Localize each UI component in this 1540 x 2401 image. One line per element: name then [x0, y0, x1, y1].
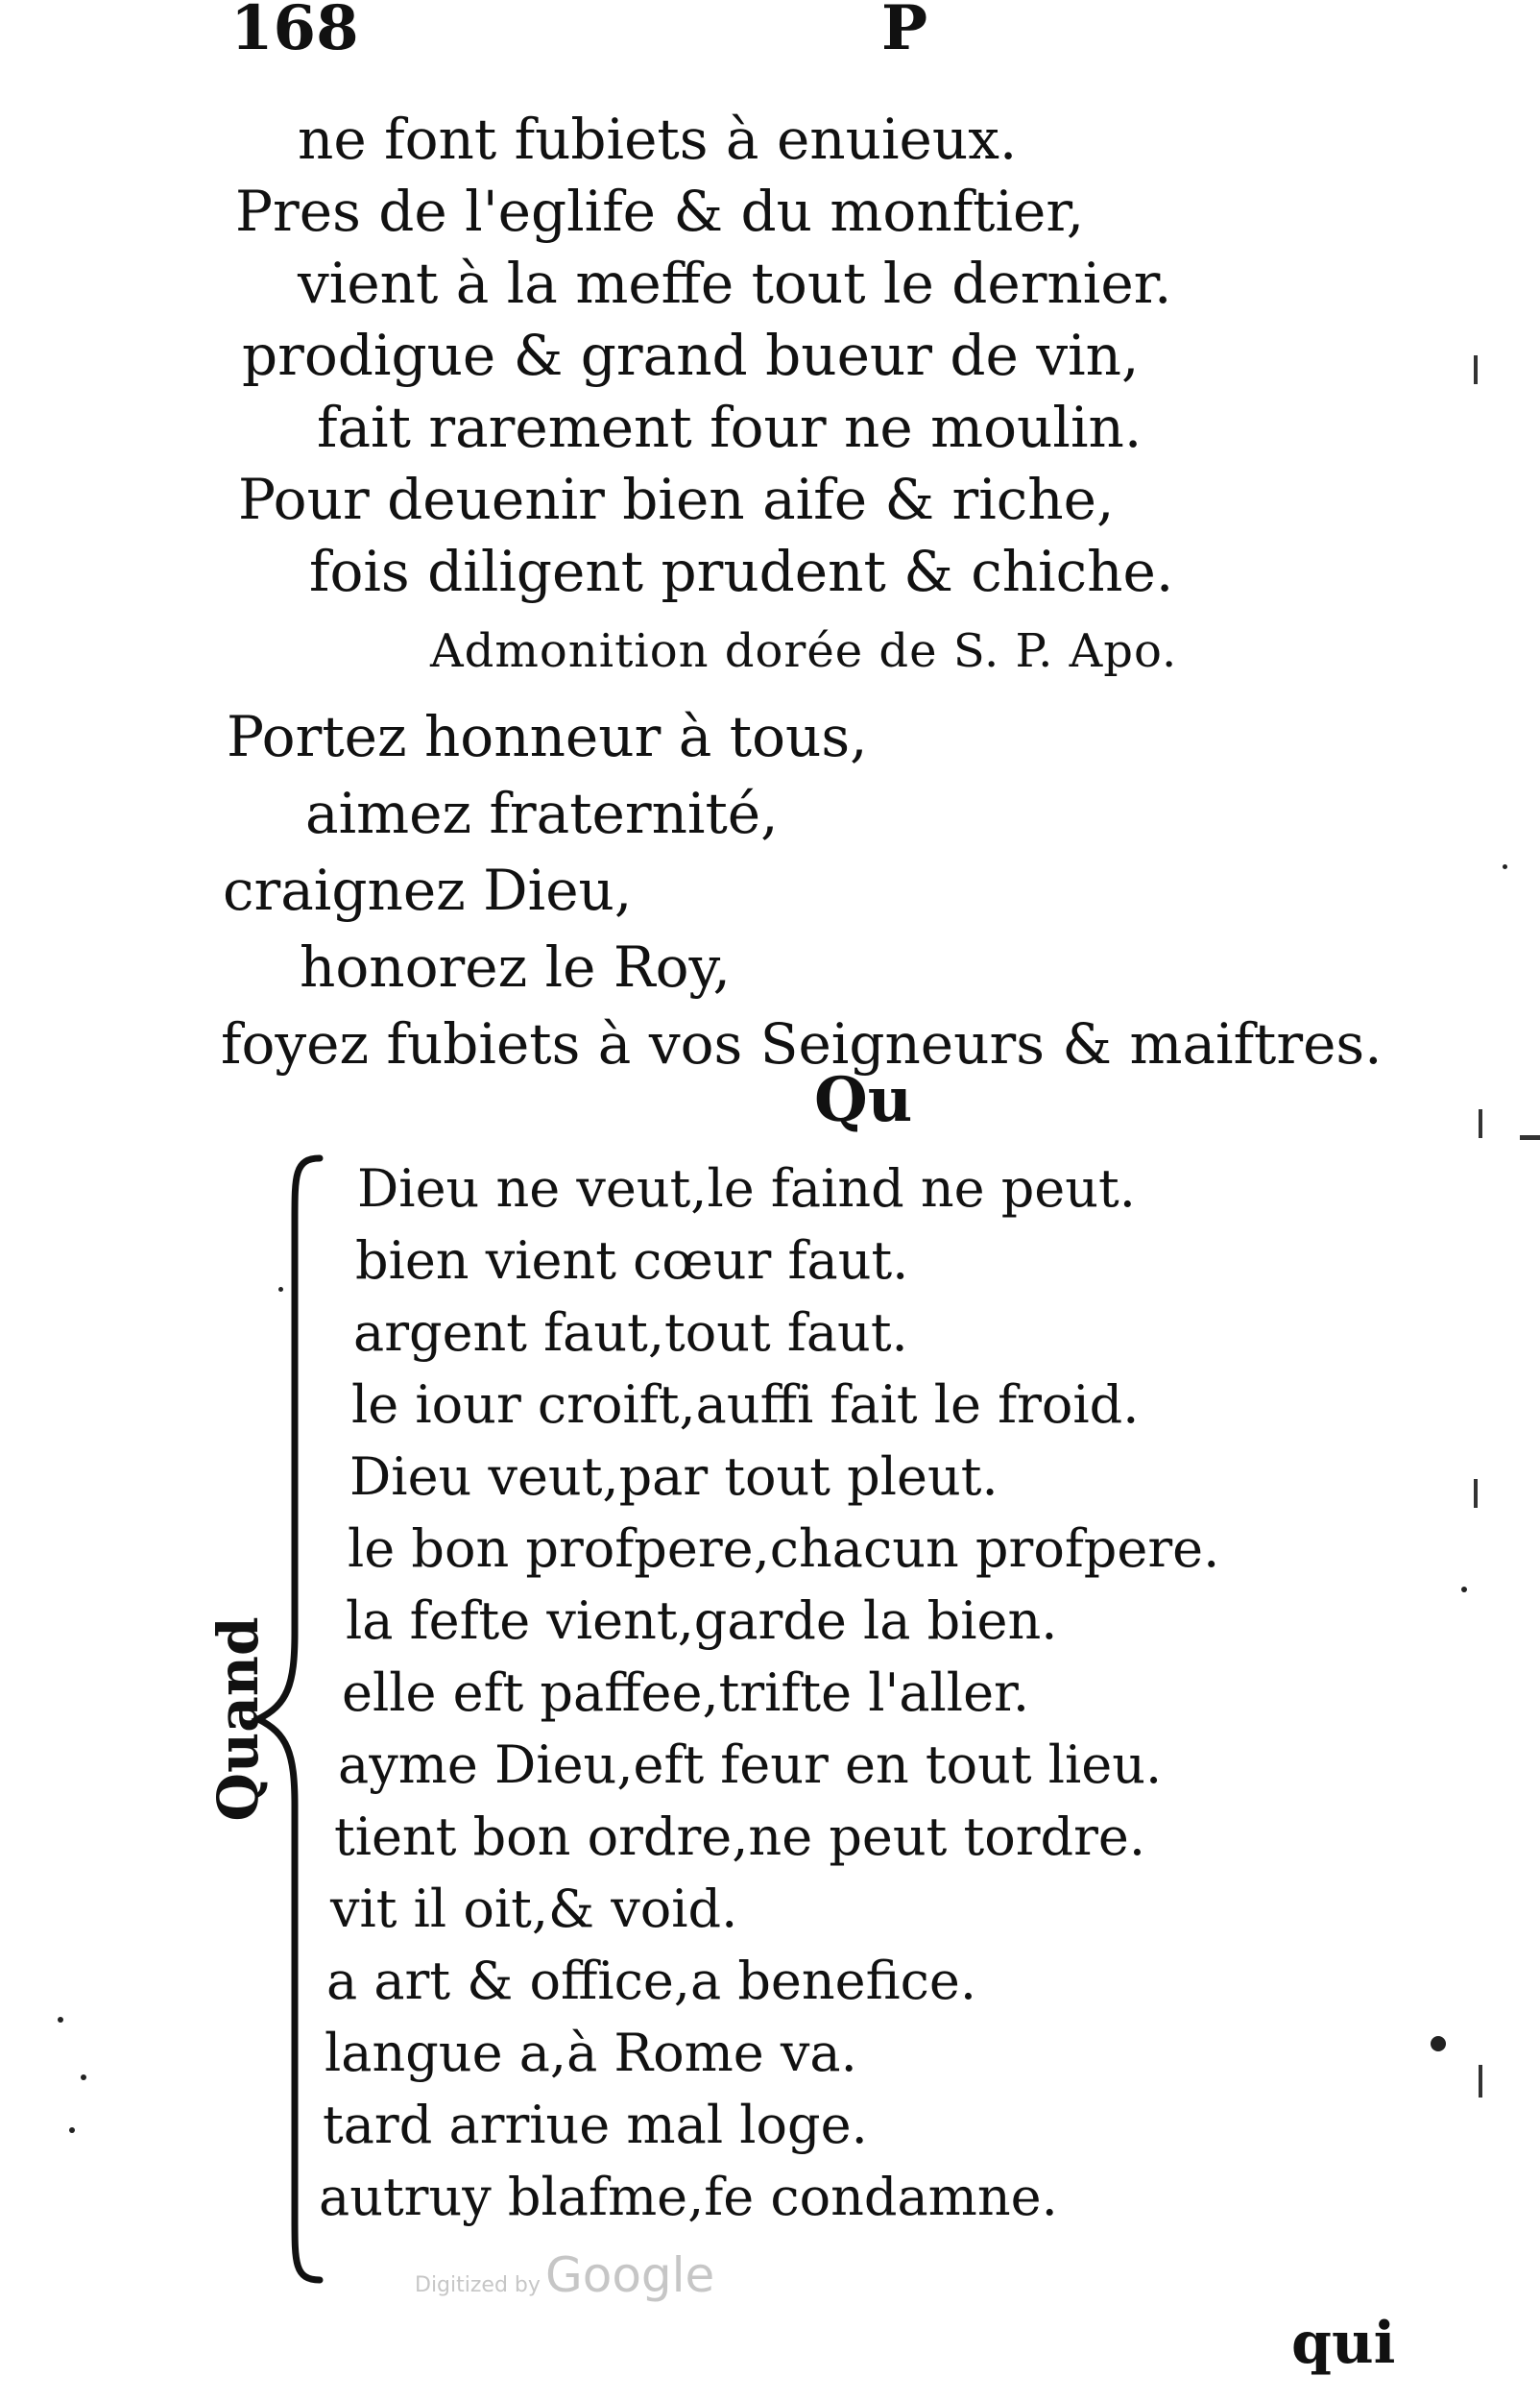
ink-speck — [58, 2017, 63, 2023]
verse-line: fait rarement four ne moulin. — [317, 395, 1143, 460]
quand-line: langue a,à Rome va. — [325, 2023, 857, 2083]
digitized-watermark — [415, 2247, 714, 2303]
curly-brace — [245, 1152, 331, 2286]
quand-line: argent faut,tout faut. — [353, 1302, 908, 1363]
quand-line: autruy blafme,fe condamne. — [319, 2167, 1058, 2227]
ink-mark — [1479, 2065, 1482, 2098]
verse-line: ne font fubiets à enuieux. — [298, 107, 1018, 172]
verse-line: fois diligent prudent & chiche. — [309, 539, 1174, 604]
ink-speck — [278, 1287, 283, 1292]
quand-line: bien vient cœur faut. — [355, 1230, 909, 1291]
ink-mark — [1474, 1479, 1478, 1508]
quand-line: elle eft paffee,trifte l'aller. — [342, 1662, 1030, 1723]
quand-side-label: Quand — [205, 1616, 271, 1822]
quand-line: le iour croift,auffi fait le froid. — [351, 1374, 1140, 1435]
catch-word-qu: Qu — [814, 1064, 913, 1136]
quand-line: Dieu ne veut,le faind ne peut. — [357, 1158, 1136, 1219]
admonition-line: foyez fubiets à vos Seigneurs & maiftres. — [221, 1011, 1383, 1077]
ink-speck — [1461, 1587, 1467, 1592]
quand-line: la fefte vient,garde la bien. — [346, 1590, 1058, 1651]
quand-line: Dieu veut,par tout pleut. — [349, 1446, 999, 1507]
page-edge-mark — [1520, 1135, 1540, 1140]
ink-mark — [1474, 355, 1478, 384]
verse-line: Pres de l'eglife & du monftier, — [235, 179, 1085, 244]
quand-line: tient bon ordre,ne peut tordre. — [334, 1807, 1146, 1867]
quand-line: vit il oit,& void. — [330, 1879, 738, 1939]
ink-speck — [1503, 864, 1507, 869]
verse-line: prodigue & grand bueur de vin, — [242, 323, 1140, 388]
verse-line: Pour deuenir bien aife & riche, — [238, 467, 1115, 532]
watermark-prefix: Digitized by — [415, 2273, 541, 2297]
catchword: qui — [1291, 2310, 1396, 2377]
quand-line: a art & office,a benefice. — [326, 1951, 976, 2011]
page-number: 168 — [230, 0, 359, 64]
ink-speck — [69, 2127, 75, 2133]
quand-line: le bon profpere,chacun profpere. — [348, 1518, 1220, 1579]
admonition-heading: Admonition dorée de S. P. Apo. — [430, 624, 1178, 678]
watermark-brand: Google — [545, 2247, 715, 2303]
admonition-line: honorez le Roy, — [300, 934, 731, 1000]
admonition-line: Portez honneur à tous, — [227, 704, 868, 769]
signature-mark: P — [881, 0, 928, 64]
ink-speck — [81, 2074, 86, 2080]
admonition-line: craignez Dieu, — [223, 858, 633, 923]
quand-line: ayme Dieu,eft feur en tout lieu. — [338, 1734, 1163, 1795]
ink-mark — [1479, 1109, 1482, 1138]
quand-line: tard arriue mal loge. — [323, 2095, 868, 2155]
admonition-line: aimez fraternité, — [305, 781, 779, 846]
ink-speck — [1431, 2036, 1446, 2051]
verse-line: vient à la meffe tout le dernier. — [298, 251, 1172, 316]
